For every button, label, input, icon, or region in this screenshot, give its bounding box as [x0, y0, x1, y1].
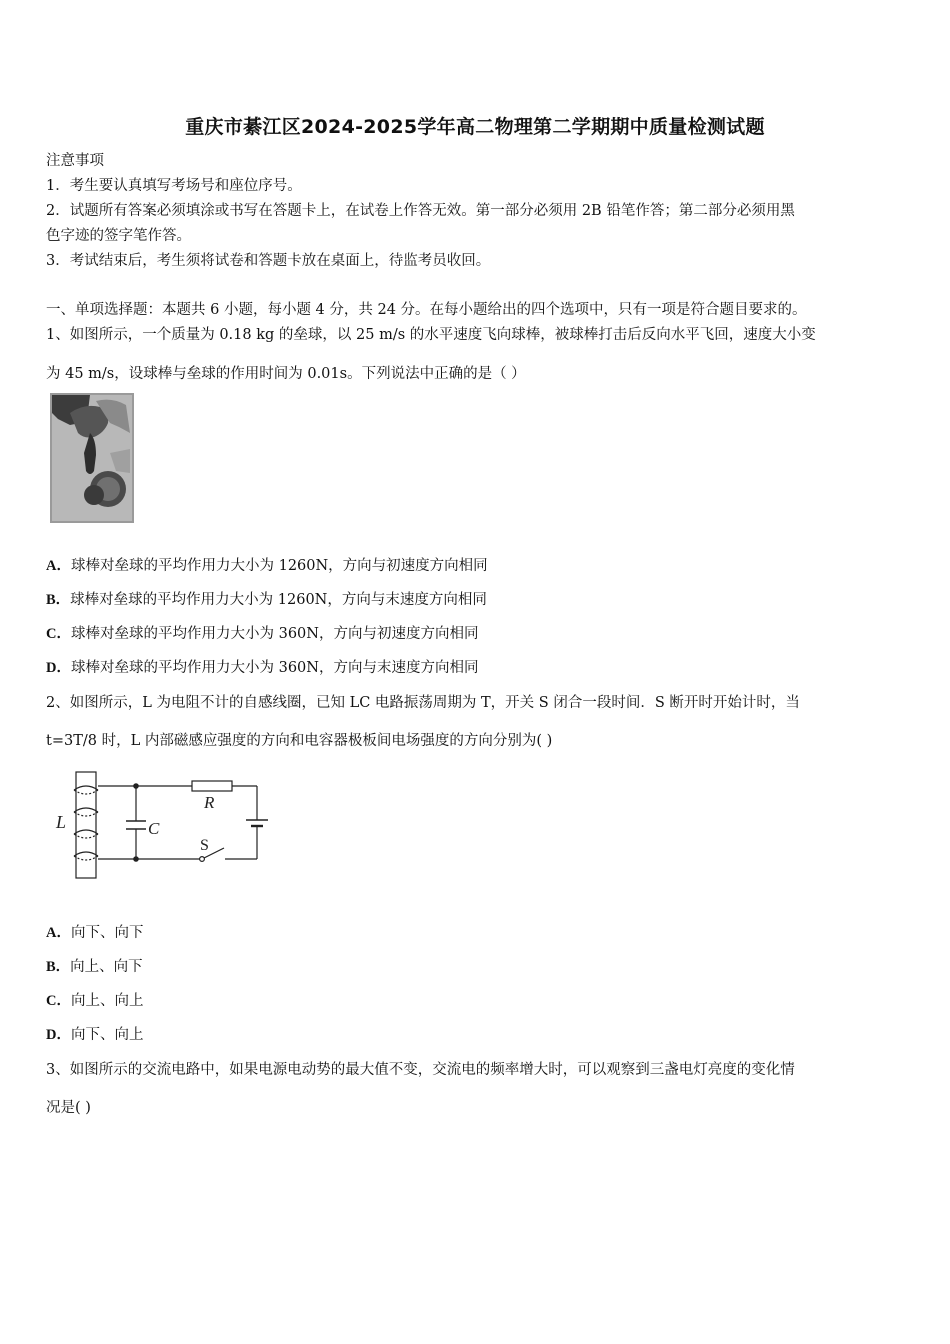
lc-circuit-diagram [52, 768, 274, 882]
question-1-option-a[interactable] [46, 556, 488, 576]
resistor [192, 781, 232, 791]
option-letter: C． [46, 626, 71, 642]
option-letter: A． [46, 925, 71, 941]
notice-item-1: 1．考生要认真填写考场号和座位序号。 [46, 178, 302, 194]
question-1-option-d[interactable] [46, 658, 478, 678]
coil-windings [74, 786, 98, 860]
bat-ball-photo [50, 393, 134, 523]
question-1-option-b[interactable] [46, 590, 487, 610]
notice-item-3: 3．考试结束后，考生须将试卷和答题卡放在桌面上，待监考员收回。 [46, 253, 491, 269]
question-1-line-1: 1、如图所示，一个质量为 0.18 kg 的垒球，以 25 m/s 的水平速度飞向球棒，被球棒打击后反向水平飞回，速度大小变 [46, 327, 816, 343]
question-2-option-a[interactable] [46, 923, 143, 943]
option-letter: D． [46, 1027, 71, 1043]
circuit-svg [52, 768, 274, 882]
option-text: 向上、向下 [70, 959, 143, 975]
option-letter: A． [46, 558, 71, 574]
option-text: 向下、向上 [70, 1027, 144, 1043]
option-letter: B． [46, 959, 71, 975]
option-text: 向上、向上 [70, 993, 144, 1009]
question-2-line-2: t=3T/8 时，L 内部磁感应强度的方向和电容器极板间电场强度的方向分别为( ) [46, 733, 553, 749]
option-text: 球棒对垒球的平均作用力大小为 1260N，方向与初速度方向相同 [70, 558, 488, 574]
option-letter: C． [46, 993, 71, 1009]
label-C: C [148, 819, 160, 838]
question-2-option-c[interactable] [46, 991, 143, 1011]
notice-item-2-line-1: 2．试题所有答案必须填涂或书写在答题卡上，在试卷上作答无效。第一部分必须用 2B 铅笔作答；第二部分必须用黑 [46, 203, 795, 219]
label-L: L [56, 812, 67, 832]
option-text: 向下、向下 [70, 925, 144, 941]
label-R: R [204, 793, 215, 812]
page-title: 重庆市綦江区2024-2025学年高二物理第二学期期中质量检测试题 [185, 116, 765, 138]
bat-ball-illustration [50, 393, 134, 523]
notice-item-2-line-2: 色字迹的签字笔作答。 [46, 228, 191, 244]
switch-contact [200, 857, 205, 862]
question-2-option-b[interactable] [46, 957, 143, 977]
option-text: 球棒对垒球的平均作用力大小为 1260N，方向与末速度方向相同 [70, 592, 487, 608]
notice-heading: 注意事项 [46, 153, 104, 169]
option-letter: B． [46, 592, 71, 608]
question-2-option-d[interactable] [46, 1025, 143, 1045]
label-S: S [200, 837, 209, 854]
question-1-option-c[interactable] [46, 624, 478, 644]
option-letter: D． [46, 660, 71, 676]
option-text: 球棒对垒球的平均作用力大小为 360N，方向与初速度方向相同 [70, 626, 479, 642]
question-3-line-1: 3、如图所示的交流电路中，如果电源电动势的最大值不变，交流电的频率增大时，可以观察到三盏电灯亮度的变化情 [46, 1062, 795, 1078]
question-3-line-2: 况是( ) [46, 1100, 91, 1116]
question-2-line-1: 2、如图所示，L 为电阻不计的自感线圈，已知 LC 电路振荡周期为 T，开关 S 闭合一段时间．S 断开时开始计时，当 [46, 695, 800, 711]
option-text: 球棒对垒球的平均作用力大小为 360N，方向与末速度方向相同 [70, 660, 479, 676]
section-heading: 一、单项选择题：本题共 6 小题，每小题 4 分，共 24 分。在每小题给出的四个选项中，只有一项是符合题目要求的。 [46, 302, 807, 318]
question-1-line-2: 为 45 m/s，设球棒与垒球的作用时间为 0.01s。下列说法中正确的是（ ） [46, 366, 526, 382]
